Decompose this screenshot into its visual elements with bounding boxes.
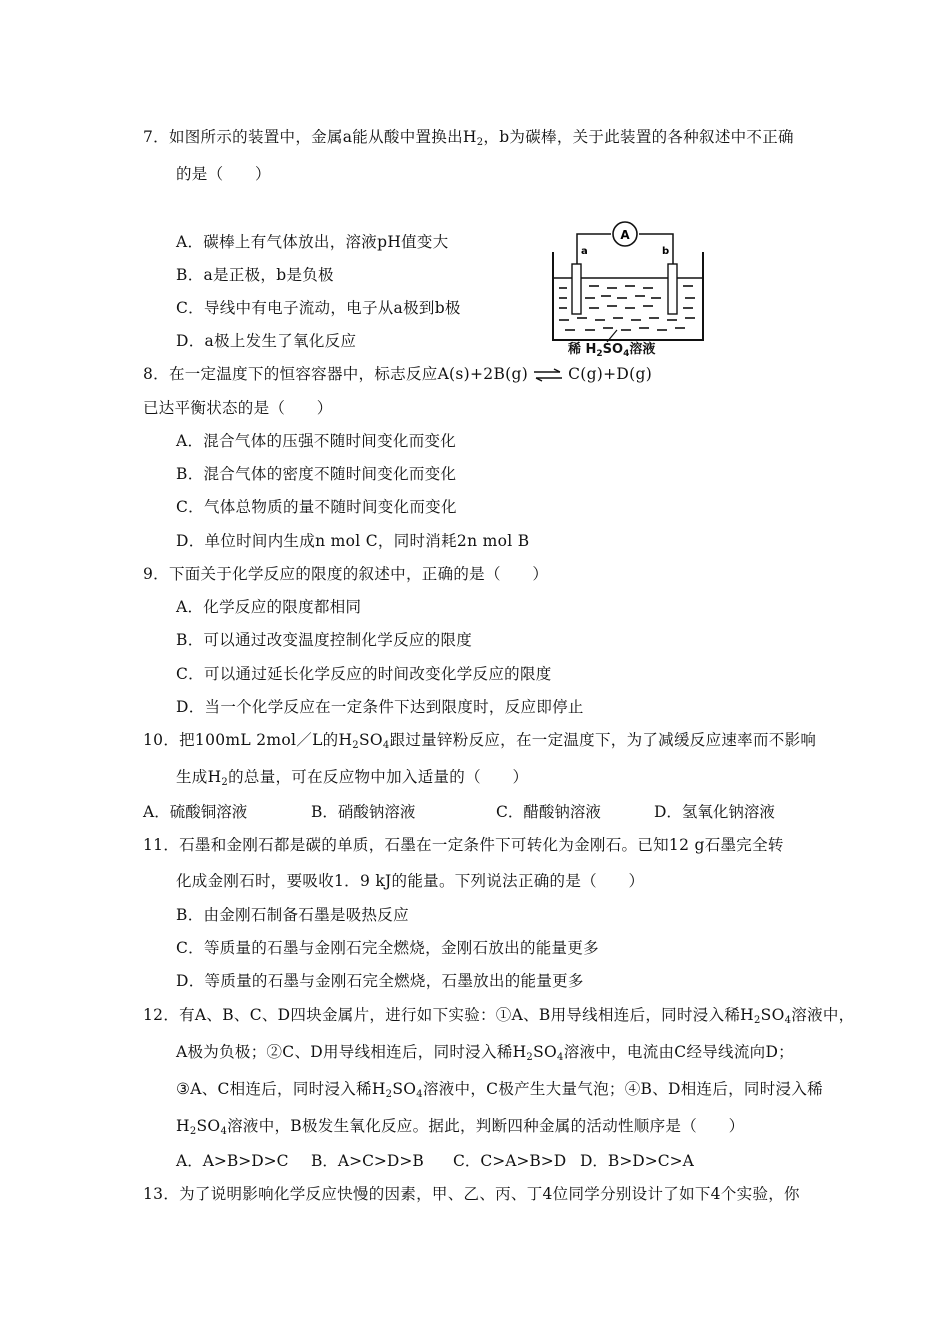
q9-option-b: B．可以通过改变温度控制化学反应的限度	[176, 631, 473, 649]
q11-stem-line2: 化成金刚石时，要吸收1．9 kJ的能量。下列说法正确的是（ ）	[176, 872, 645, 890]
q9-option-c: C．可以通过延长化学反应的时间改变化学反应的限度	[176, 665, 552, 683]
q11-stem: 11．石墨和金刚石都是碳的单质，石墨在一定条件下可转化为金刚石。已知12 g石墨完全转	[143, 836, 784, 854]
q11-option-d: D．等质量的石墨与金刚石完全燃烧，石墨放出的能量更多	[176, 972, 584, 990]
solution-caption: 稀 $H_2SO_4$溶液	[568, 342, 656, 359]
q13-stem: 13．为了说明影响化学反应快慢的因素，甲、乙、丙、丁4位同学分别设计了如下4个实验，你	[143, 1185, 800, 1203]
q12-option-b: B．A>C>D>B	[311, 1152, 424, 1170]
q12-stem-line2: A极为负极；②C、D用导线相连后，同时浸入稀$H_2SO_4$溶液中，电流由C经导线流向D；	[176, 1043, 794, 1063]
q9-option-a: A．化学反应的限度都相同	[176, 598, 362, 616]
q12-option-a: A．A>B>D>C	[176, 1152, 289, 1170]
electrode-b	[668, 264, 677, 314]
q11-option-c: C．等质量的石墨与金刚石完全燃烧，金刚石放出的能量更多	[176, 939, 599, 957]
electrode-a	[572, 264, 581, 314]
q7-stem-line2: 的是（ ）	[176, 165, 271, 183]
q10-stem-line2: 生成$H_2$的总量，可在反应物中加入适量的（ ）	[176, 768, 529, 788]
q10-option-b: B．硝酸钠溶液	[311, 803, 416, 821]
q9-stem: 9．下面关于化学反应的限度的叙述中，正确的是（ ）	[143, 565, 549, 583]
q8-option-c: C．气体总物质的量不随时间变化而变化	[176, 498, 457, 516]
q8-option-a: A．混合气体的压强不随时间变化而变化	[176, 432, 457, 450]
q11-option-b: B．由金刚石制备石墨是吸热反应	[176, 906, 409, 924]
q7-option-c: C．导线中有电子流动，电子从a极到b极	[176, 299, 461, 317]
ammeter-label: A	[620, 228, 630, 242]
electrode-b-label: b	[662, 246, 670, 257]
q9-option-d: D．当一个化学反应在一定条件下达到限度时，反应即停止	[176, 698, 584, 716]
q7-option-a: A．碳棒上有气体放出，溶液pH值变大	[176, 233, 449, 251]
equilibrium-arrow-icon	[532, 368, 564, 382]
q7-option-b: B．a是正极，b是负极	[176, 266, 334, 284]
q12-option-d: D．B>D>C>A	[580, 1152, 694, 1170]
q12-stem-line3: ③A、C相连后，同时浸入稀$H_2SO_4$溶液中，C极产生大量气泡；④B、D相连后，同时浸入稀	[176, 1080, 823, 1100]
q7-stem: 7．如图所示的装置中，金属a能从酸中置换出$H_2$，b为碳棒，关于此装置的各种叙述中不正确	[143, 128, 794, 148]
q8-stem: 8．在一定温度下的恒容容器中，标志反应A(s)+2B(g) C(g)+D(g)	[143, 365, 653, 383]
q12-stem-line4: $H_2SO_4$溶液中，B极发生氧化反应。据此，判断四种金属的活动性顺序是（ ）	[176, 1117, 745, 1137]
q8-option-d: D．单位时间内生成n mol C，同时消耗2n mol B	[176, 532, 530, 550]
q10-option-a: A．硫酸铜溶液	[143, 803, 248, 821]
q10-option-d: D．氢氧化钠溶液	[654, 803, 775, 821]
q10-option-c: C．醋酸钠溶液	[496, 803, 601, 821]
q7-option-d: D．a极上发生了氧化反应	[176, 332, 357, 350]
electrode-a-label: a	[581, 246, 588, 257]
q8-option-b: B．混合气体的密度不随时间变化而变化	[176, 465, 457, 483]
q12-stem-line1: 12．有A、B、C、D四块金属片，进行如下实验：①A、B用导线相连后，同时浸入稀$H_2SO_4$溶液中，	[143, 1006, 855, 1026]
q8-stem-line2: 已达平衡状态的是（ ）	[143, 399, 333, 417]
q10-stem: 10．把100mL 2mol／L的$H_2SO_4$跟过量锌粉反应，在一定温度下，为了减缓反应速率而不影响	[143, 731, 817, 751]
q12-option-c: C．C>A>B>D	[453, 1152, 567, 1170]
